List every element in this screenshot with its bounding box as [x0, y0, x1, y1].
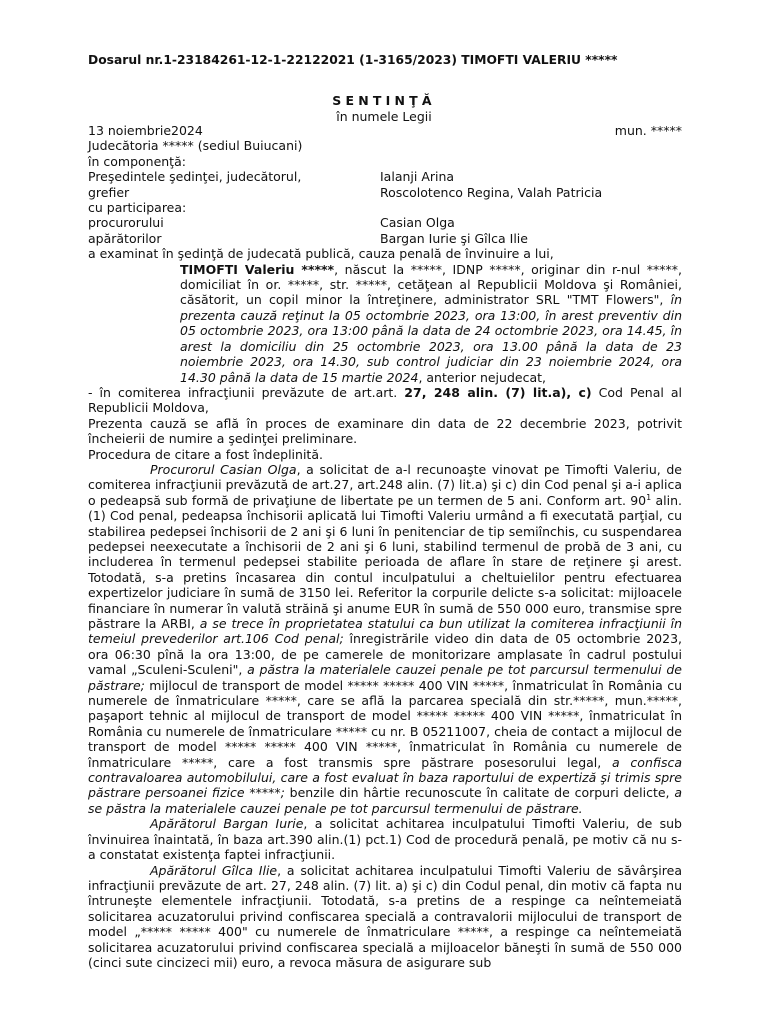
gilca-paragraph [88, 863, 682, 971]
bargan-text: , a solicitat achitarea inculpatului Timofti Valeriu, de sub învinuirea înaintată, în baza art.390 alin.(1) pct.1) Cod de procedură penală, pe motiv că nu s-a constatat existenţa faptei infracţiunii. [88, 816, 682, 863]
prosecutor-text: , a solicitat de a-l recunoaşte vinovat pe Timofti Valeriu, de comiterea infracţiunii prevăzută de art.27, art.248 alin. (7) lit.a) şi c) din Cod penal şi a-i aplica o pedeapsă sub formă de privaţiune de libertate pe un termen de 5 ani. Conform art. 90 [88, 461, 682, 508]
bargan-name: Apărătorul Bargan Iurie [150, 816, 304, 832]
sentence-title: SENTINŢĂ [332, 93, 436, 108]
article-superscript: 1 [646, 492, 652, 502]
examined-line: a examinat în şedinţă de judecată publică, cauza penală de învinuire a lui, [88, 246, 554, 262]
prosecutor-text: mijlocul de transport de model ***** ***** 400 VIN *****, înmatriculat în România cu numerele de înmatriculare *****, care se află la parcarea specială din str.*****, mun.*****, paşaport tehnic al mijlocul de transport de model ***** ***** 400 VIN *****, înmatriculat în România cu numerele de înmatriculare ***** cu nr. B 05211007, cheia de contact a mijlocul de transport de model ***** ***** 400 VIN *****, înmatriculat în România cu numerele de înmatriculare *****, care a fost transmis spre păstrare posesorului legal, [88, 677, 682, 770]
participant-role: procurorului [88, 215, 164, 231]
participant-row [88, 200, 682, 215]
gilca-name: Apărătorul Gîlca Ilie [150, 862, 278, 878]
participant-role: grefier [88, 184, 130, 200]
prosecutor-emphasis: a se trece în proprietatea statului ca bun utilizat la comiterea infracţiunii în temeiul prevederilor art.106 Cod penal; [88, 616, 683, 647]
examination-paragraph: Prezenta cauză se află în proces de examinare din data de 22 decembrie 2023, potrivit încheierii de numire a şedinţei preliminare. [88, 415, 682, 447]
charge-prefix: - în comiterea infracţiunii prevăzute de art.art. [88, 384, 405, 400]
participant-row [88, 185, 682, 200]
prosecutor-text: benzile din hârtie recunoscute în calitate de corpuri delicte, [284, 785, 675, 801]
composition-label: în componenţă: [88, 153, 186, 169]
participant-role: Preşedintele şedinţei, judecătorul, [88, 169, 302, 185]
charge-suffix: Cod Penal al Republicii Moldova, [88, 384, 682, 416]
summons-paragraph: Procedura de citare a fost îndeplinită. [88, 446, 323, 462]
prosecutor-name: Procurorul Casian Olga [150, 461, 297, 477]
defendant-tail: , anterior nejudecat, [418, 369, 546, 385]
gilca-text: , a solicitat achitarea inculpatului Timofti Valeriu de săvârşirea infracţiunii prevăzute de art. 27, 248 alin. (7) lit. a) şi c) din Codul penal, din motiv că fapta nu întruneşte elementele infracţiunii. Totodată, s-a pretins de a respinge ca neîntemeiată solicitarea acuzatorului privind confiscarea specială a contravalorii mijlocului de transport de model „***** ***** 400" cu numerele de înmatriculare *****, a respinge ca neîntemeiată solicitarea acuzatorului privind confiscarea specială a mijloacelor băneşti în sumă de 550 000 (cinci sute cincizeci mii) euro, a revoca măsura de asigurare sub [88, 862, 682, 970]
charge-articles: 27, 248 alin. (7) lit.a), c) [404, 384, 592, 400]
participant-row [88, 169, 682, 184]
date-city-row [88, 123, 682, 138]
defendant-paragraph [180, 262, 682, 385]
participant-name: Bargan Iurie şi Gîlca Ilie [380, 230, 528, 246]
participant-name: Casian Olga [380, 215, 455, 231]
document-body [88, 123, 682, 970]
participant-name: Ialanji Arina [380, 169, 455, 185]
sentence-date: 13 noiembrie2024 [88, 123, 203, 138]
case-title: Dosarul nr.1-23184261-12-1-22122021 (1-3165/2023) TIMOFTI VALERIU ***** [88, 53, 618, 67]
participant-row [88, 231, 682, 246]
prosecutor-text: înregistrările video din data de 05 octombrie 2023, ora 06:30 pînă la ora 13:00, de pe camerele de monitorizare amplasate în cadrul postului vamal „Sculeni-Sculeni", [88, 631, 682, 678]
defendant-bio: , născut la *****, IDNP *****, originar din r-nul *****, domiciliat în or. *****, str. *****, cetăţean al Republicii Moldova şi României, căsătorit, un copil minor la întreţinere, administrator SRL "TMT Flowers", [180, 261, 682, 308]
participant-name: Roscolotenco Regina, Valah Patricia [380, 184, 603, 200]
prosecutor-text: alin. (1) Cod penal, pedeapsa închisorii aplicată lui Timofti Valeriu urmând a fi executată parţial, cu stabilirea pedepsei închisorii de 2 ani şi 6 luni în penitenciar de tip semiînchis, cu suspendarea pedepsei neexecutate a închisorii de 2 ani şi 6 luni, stabilind termenul de probă de 3 ani, cu includerea în termenul pedepsei stabilite perioada de aflare în stare de reţinere şi arest. Totodată, s-a pretins încasarea din contul inculpatului a cheltuielilor pentru efectuarea expertizelor judiciare în sumă de 3150 lei. Referitor la corpurile delicte s-a solicitat: mijloacele financiare în numerar în valută străină şi anume EUR în sumă de 550 000 euro, transmise spre păstrare la ARBI, [88, 492, 683, 631]
participant-row [88, 215, 682, 230]
sentence-city: mun. ***** [614, 123, 682, 138]
participant-role: cu participarea: [88, 200, 187, 216]
prosecutor-emphasis: a păstra la materialele cauzei penale pe tot parcursul termenului de păstrare; [88, 662, 682, 693]
defendant-detention: în prezenta cauză reţinut la 05 octombrie 2023, ora 13:00, în arest preventiv din 05 octombrie 2023, ora 13:00 până la data de 24 octombrie 2023, ora 14.45, în arest la domiciliu din 25 octombrie 2023, ora 13.00 până la data de 23 noiembrie 2023, ora 14.30, sub control judiciar din 23 noiembrie 2024, ora 14.30 până la data de 15 martie 2024 [180, 292, 682, 385]
participant-role: apărătorilor [88, 230, 162, 246]
defendant-name: TIMOFTI Valeriu ***** [180, 261, 335, 277]
charge-paragraph [88, 385, 682, 416]
bargan-paragraph [88, 816, 682, 862]
court-name: Judecătoria ***** (sediul Buiucani) [88, 138, 303, 154]
prosecutor-paragraph [88, 462, 682, 816]
prosecutor-emphasis: a confisca contravaloarea automobilului, care a fost evaluat în baza raportului de expertiză şi trimis spre păstrare persoanei fizice *****; [88, 754, 682, 801]
prosecutor-emphasis: a se păstra la materialele cauzei penale pe tot parcursul termenului de păstrare. [88, 785, 682, 816]
sentence-subtitle: în numele Legii [336, 109, 432, 124]
